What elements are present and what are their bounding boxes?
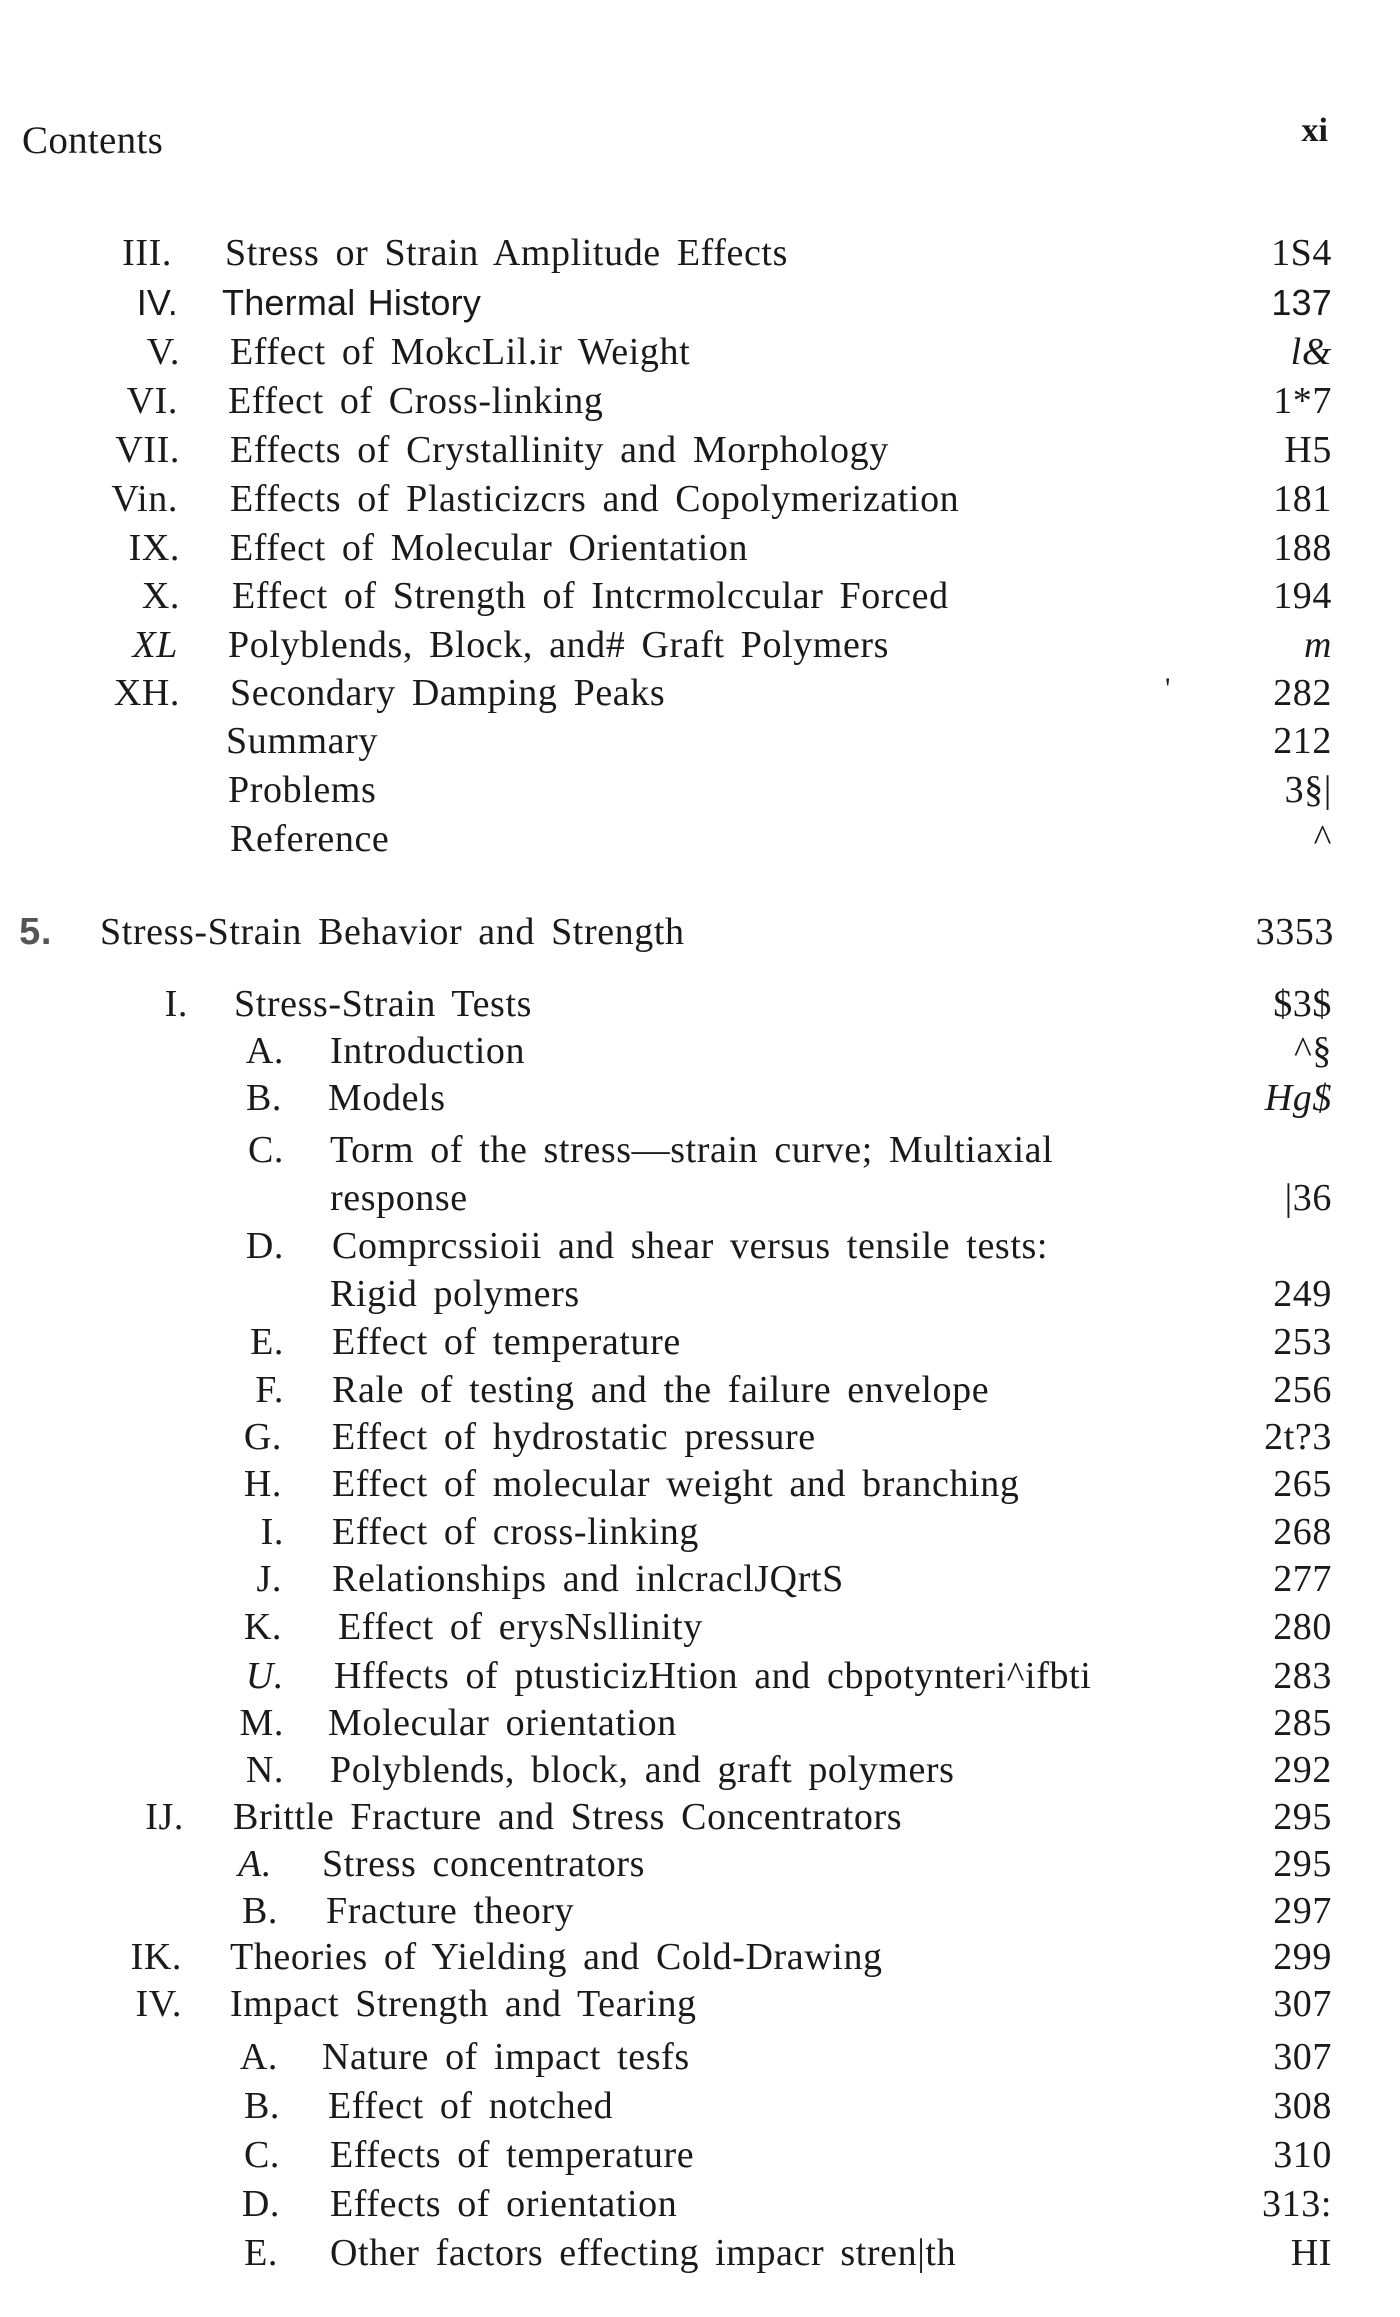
- entry-number: IK.: [130, 1936, 182, 1978]
- entry-title: Effect of erysNsllinity: [338, 1606, 703, 1648]
- toc-entry-ch4-xi: [0, 621, 1400, 669]
- entry-page: 212: [1273, 720, 1332, 762]
- entry-title: Problems: [228, 769, 377, 811]
- entry-page: 2t?3: [1264, 1416, 1332, 1458]
- entry-title: Hffects of ptusticizHtion and cbpotynteri^ifbti: [334, 1655, 1092, 1697]
- entry-title: Effect of temperature: [332, 1321, 681, 1363]
- entry-title: Nature of impact tesfs: [322, 2036, 690, 2078]
- entry-number: IV.: [136, 282, 178, 323]
- entry-title: response: [330, 1177, 468, 1219]
- entry-number: N.: [245, 1749, 284, 1791]
- entry-page: 282: [1273, 672, 1332, 714]
- toc-entry-ch5-i-e: [0, 1318, 1400, 1366]
- toc-entry-ch4-x: [0, 572, 1400, 620]
- entry-page: $3$: [1273, 983, 1332, 1025]
- entry-number: IV.: [135, 1983, 182, 2025]
- entry-number: I.: [260, 1511, 284, 1553]
- entry-page: ^§: [1293, 1030, 1332, 1072]
- entry-title: Effects of temperature: [330, 2134, 695, 2176]
- toc-entry-ch5-i-a: [0, 1027, 1400, 1075]
- entry-number: III.: [122, 232, 172, 274]
- toc-entry-ch4-xii: [0, 669, 1400, 717]
- toc-entry-ch5-iii: [0, 1933, 1400, 1981]
- toc-entry-ch5-i-l: [0, 1652, 1400, 1700]
- entry-page: 310: [1273, 2134, 1332, 2176]
- entry-number: IX.: [128, 527, 180, 569]
- entry-page: 280: [1273, 1606, 1332, 1648]
- entry-number: XL: [132, 624, 178, 666]
- entry-title: Comprcssioii and shear versus tensile tests:: [332, 1225, 1049, 1267]
- entry-title: Brittle Fracture and Stress Concentrators: [233, 1796, 903, 1838]
- entry-title: Models: [328, 1077, 446, 1119]
- entry-number: I.: [164, 983, 188, 1025]
- entry-page: 1S4: [1271, 232, 1332, 274]
- entry-title: Effects of orientation: [330, 2183, 678, 2225]
- entry-number: B.: [245, 1077, 282, 1119]
- entry-page: 295: [1273, 1796, 1332, 1838]
- stray-mark: ': [1165, 672, 1171, 705]
- toc-entry-ch5-i-j: [0, 1555, 1400, 1603]
- entry-page: 3§|: [1284, 769, 1332, 811]
- toc-entry-ch5-iv-b: [0, 2082, 1400, 2130]
- toc-entry-ch5-i-g: [0, 1413, 1400, 1461]
- entry-page: 313:: [1262, 2183, 1332, 2225]
- entry-title: Effect of Molecular Orientation: [230, 527, 749, 569]
- toc-entry-ch5-iv-e: [0, 2229, 1400, 2277]
- entry-title: Effect of notched: [328, 2085, 614, 2127]
- entry-title: Polyblends, block, and graft polymers: [330, 1749, 955, 1791]
- toc-entry-ch4-vii: [0, 426, 1400, 474]
- entry-title: Effect of hydrostatic pressure: [332, 1416, 816, 1458]
- entry-title: Effects of Crystallinity and Morphology: [230, 429, 889, 471]
- toc-chapter-5: [0, 908, 1400, 956]
- toc-entry-ch4-summary: [0, 717, 1400, 765]
- entry-title: Effect of molecular weight and branching: [332, 1463, 1020, 1505]
- entry-number: G.: [243, 1416, 282, 1458]
- entry-title: Torm of the stress—strain curve; Multiaxial: [330, 1129, 1054, 1171]
- toc-entry-ch5-iv-d: [0, 2180, 1400, 2228]
- entry-title: Effect of Cross-linking: [228, 380, 604, 422]
- entry-title: Theories of Yielding and Cold-Drawing: [230, 1936, 883, 1978]
- entry-number: A.: [239, 2036, 278, 2078]
- entry-page: 3353: [1255, 911, 1334, 953]
- entry-number: A.: [238, 1843, 272, 1885]
- chapter-number: 5.: [19, 911, 52, 953]
- entry-number: B.: [241, 1890, 278, 1932]
- entry-page: 1*7: [1273, 380, 1332, 422]
- toc-entry-ch5-i-c: [0, 1126, 1400, 1174]
- entry-page: 268: [1273, 1511, 1332, 1553]
- entry-page: 308: [1273, 2085, 1332, 2127]
- toc-entry-ch5-i-h: [0, 1460, 1400, 1508]
- entry-title: Summary: [226, 720, 378, 762]
- toc-entry-ch5-iv: [0, 1980, 1400, 2028]
- entry-number: A.: [245, 1030, 284, 1072]
- entry-title: Stress concentrators: [322, 1843, 645, 1885]
- entry-title: Fracture theory: [326, 1890, 575, 1932]
- entry-title: Other factors effecting impacr stren|th: [330, 2232, 957, 2274]
- entry-number: X.: [141, 575, 180, 617]
- toc-entry-ch5-i-m: [0, 1699, 1400, 1747]
- entry-page: 256: [1273, 1369, 1332, 1411]
- entry-number: E.: [244, 2232, 278, 2274]
- toc-entry-ch4-v: [0, 328, 1400, 376]
- entry-number: F.: [255, 1369, 284, 1411]
- entry-number: VI.: [126, 380, 178, 422]
- entry-title: Impact Strength and Tearing: [230, 1983, 697, 2025]
- entry-page: 181: [1273, 478, 1332, 520]
- entry-number: M.: [239, 1702, 284, 1744]
- entry-page: 194: [1273, 575, 1332, 617]
- toc-entry-ch4-iii: [0, 229, 1400, 277]
- entry-number: D.: [241, 2183, 280, 2225]
- entry-page: 265: [1273, 1463, 1332, 1505]
- entry-number: K.: [243, 1606, 282, 1648]
- toc-entry-ch5-iv-c: [0, 2131, 1400, 2179]
- toc-entry-ch5-i-d: [0, 1222, 1400, 1270]
- entry-page: 253: [1273, 1321, 1332, 1363]
- toc-entry-ch5-i-f: [0, 1366, 1400, 1414]
- entry-title: Rigid polymers: [330, 1273, 580, 1315]
- toc-entry-ch4-problems: [0, 766, 1400, 814]
- toc-entry-ch4-ix: [0, 524, 1400, 572]
- entry-page: l&: [1290, 331, 1332, 373]
- page-folio: xi: [1301, 112, 1328, 149]
- entry-title: Stress or Strain Amplitude Effects: [225, 232, 788, 274]
- chapter-title: Stress-Strain Behavior and Strength: [100, 911, 685, 953]
- entry-title: Effect of cross-linking: [332, 1511, 700, 1553]
- entry-page: 249: [1273, 1273, 1332, 1315]
- entry-page: Hg$: [1264, 1077, 1332, 1119]
- toc-entry-ch5-ii-b: [0, 1887, 1400, 1935]
- toc-entry-ch4-vi: [0, 377, 1400, 425]
- entry-title: Stress-Strain Tests: [234, 983, 532, 1025]
- entry-page: HI: [1290, 2232, 1332, 2274]
- entry-number: J.: [256, 1558, 282, 1600]
- entry-page: |36: [1284, 1177, 1332, 1219]
- entry-number: IJ.: [145, 1796, 184, 1838]
- entry-title: Effect of MokcLil.ir Weight: [230, 331, 691, 373]
- toc-entry-ch5-i-c-cont: [0, 1174, 1400, 1222]
- entry-number: V.: [146, 331, 180, 373]
- entry-page: 307: [1273, 1983, 1332, 2025]
- entry-number: C.: [247, 1129, 284, 1171]
- running-head: Contents: [22, 119, 164, 162]
- entry-title: Secondary Damping Peaks: [230, 672, 666, 714]
- toc-entry-ch5-ii-a: [0, 1840, 1400, 1888]
- toc-entry-ch4-reference: [0, 815, 1400, 863]
- entry-number: Vin.: [111, 478, 178, 520]
- entry-title: Thermal History: [222, 282, 482, 323]
- toc-entry-ch5-i-n: [0, 1746, 1400, 1794]
- entry-page: 292: [1273, 1749, 1332, 1791]
- entry-title: Effect of Strength of Intcrmolccular Forced: [232, 575, 949, 617]
- entry-title: Relationships and inlcraclJQrtS: [332, 1558, 844, 1600]
- entry-title: Effects of Plasticizcrs and Copolymerization: [230, 478, 960, 520]
- toc-entry-ch5-i-k: [0, 1603, 1400, 1651]
- entry-page: ^: [1313, 818, 1332, 860]
- entry-number: C.: [243, 2134, 280, 2176]
- toc-entry-ch5-i-d-cont: [0, 1270, 1400, 1318]
- entry-number: XH.: [113, 672, 180, 714]
- entry-title: Reference: [230, 818, 390, 860]
- entry-page: 137: [1271, 282, 1332, 323]
- entry-page: 283: [1273, 1655, 1332, 1697]
- entry-page: 277: [1273, 1558, 1332, 1600]
- toc-entry-ch5-ii: [0, 1793, 1400, 1841]
- entry-page: H5: [1284, 429, 1332, 471]
- entry-page: 295: [1273, 1843, 1332, 1885]
- entry-title: Rale of testing and the failure envelope: [332, 1369, 990, 1411]
- toc-entry-ch5-i-b: [0, 1074, 1400, 1122]
- entry-number: U.: [245, 1655, 284, 1697]
- toc-entry-ch5-iv-a: [0, 2033, 1400, 2081]
- entry-page: 299: [1273, 1936, 1332, 1978]
- entry-title: Molecular orientation: [328, 1702, 677, 1744]
- toc-entry-ch5-i-i: [0, 1508, 1400, 1556]
- entry-page: m: [1303, 624, 1332, 666]
- toc-entry-ch5-i: [0, 980, 1400, 1028]
- toc-entry-ch4-viii: [0, 475, 1400, 523]
- toc-entry-ch4-iv: [0, 279, 1400, 327]
- entry-number: E.: [250, 1321, 284, 1363]
- entry-number: D.: [245, 1225, 284, 1267]
- entry-title: Polyblends, Block, and# Graft Polymers: [228, 624, 890, 666]
- entry-number: H.: [243, 1463, 282, 1505]
- entry-number: B.: [243, 2085, 280, 2127]
- entry-number: VII.: [115, 429, 180, 471]
- entry-page: 307: [1273, 2036, 1332, 2078]
- entry-page: 285: [1273, 1702, 1332, 1744]
- entry-page: 188: [1273, 527, 1332, 569]
- entry-title: Introduction: [330, 1030, 526, 1072]
- entry-page: 297: [1273, 1890, 1332, 1932]
